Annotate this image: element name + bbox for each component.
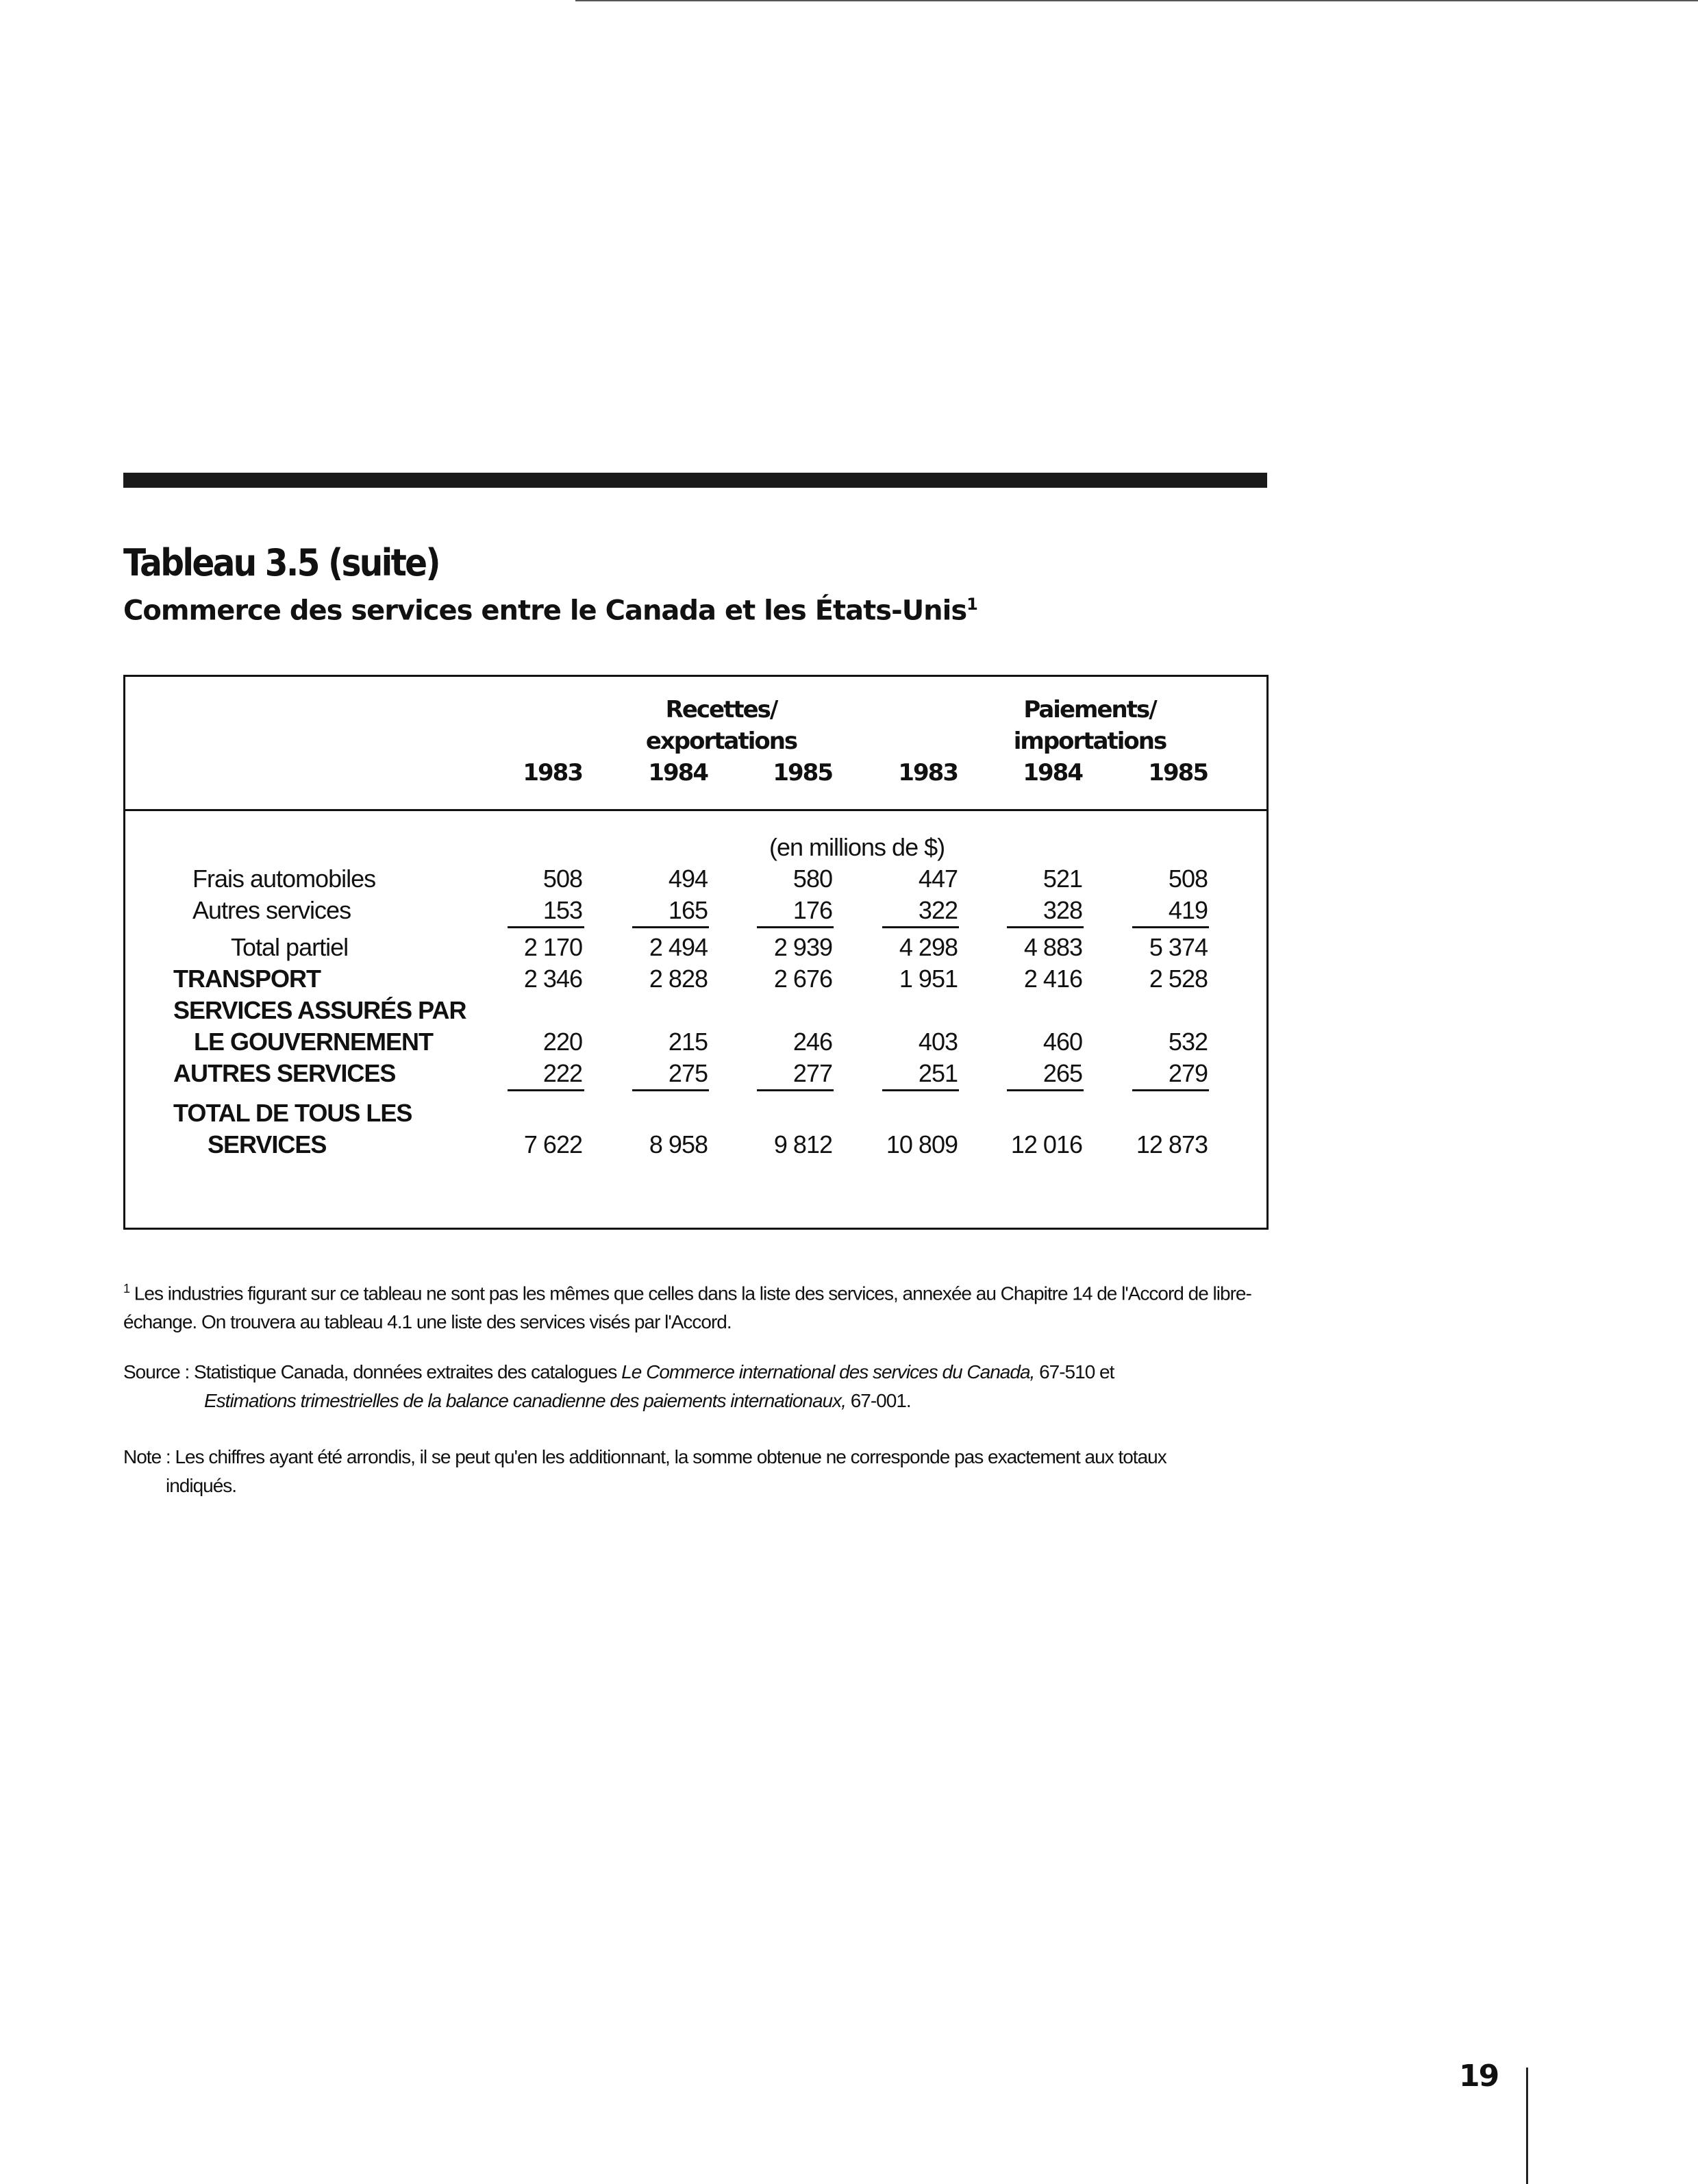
- footnote-marker: 1: [123, 1282, 130, 1295]
- table-title-text: Commerce des services entre le Canada et les États-Unis: [123, 595, 967, 627]
- table-cell: 2 528: [1149, 965, 1208, 993]
- row-label: TRANSPORT: [173, 965, 321, 993]
- total-underline: [632, 1089, 709, 1091]
- title-footnote-marker: 1: [966, 595, 977, 614]
- footnote-text: Les industries figurant sur ce tableau ne sont pas les mêmes que celles dans la liste des services, annexée au Chapitre 14 de l'Accord de libre-échange. On trouvera au tableau 4.1 une liste des services visés par l'Accord.: [123, 1282, 1251, 1333]
- table-cell: 494: [668, 865, 708, 893]
- table-cell: 9 812: [773, 1130, 832, 1158]
- year-header: 1983: [523, 759, 582, 786]
- table-cell: 222: [542, 1059, 582, 1087]
- table-cell: 265: [1042, 1059, 1082, 1087]
- table-cell: 246: [792, 1028, 832, 1056]
- row-label-line1: TOTAL DE TOUS LES: [173, 1099, 412, 1127]
- row-label-line2: LE GOUVERNEMENT: [194, 1028, 434, 1056]
- year-header: 1985: [773, 759, 832, 786]
- table-cell: 176: [792, 896, 832, 924]
- total-underline: [882, 1089, 959, 1091]
- table-cell: 2 494: [649, 933, 708, 961]
- source-catalog2: Estimations trimestrielles de la balance canadienne des paiements internationaux,: [204, 1390, 846, 1411]
- receipts-header-line1: Recettes/: [665, 696, 777, 723]
- table-cell: 153: [542, 896, 582, 924]
- top-page-rule: [575, 0, 1698, 1]
- payments-header-line1: Paiements/: [1023, 696, 1156, 723]
- section-header-bar: [123, 473, 1267, 488]
- table-cell: 165: [668, 896, 708, 924]
- year-header: 1983: [898, 759, 958, 786]
- table-cell: 215: [668, 1028, 708, 1056]
- margin-rule: [1526, 2068, 1528, 2184]
- source-catalog2-number: 67-001.: [850, 1390, 911, 1411]
- table-cell: 508: [542, 865, 582, 893]
- page-number: 19: [1459, 2059, 1499, 2094]
- total-underline: [508, 1089, 584, 1091]
- table-cell: 1 951: [899, 965, 958, 993]
- table-title: [123, 595, 977, 626]
- table-cell: 12 873: [1136, 1130, 1208, 1158]
- subtotal-underline: [757, 926, 834, 928]
- table-cell: 532: [1168, 1028, 1208, 1056]
- header-separator: [125, 809, 1266, 811]
- table-number: Tableau 3.5 (suite): [123, 541, 439, 584]
- table-cell: 10 809: [886, 1130, 958, 1158]
- rounding-note-line1: Note : Les chiffres ayant été arrondis, il se peut qu'en les additionnant, la somme obtenue ne corresponde pas exactement aux totaux: [123, 1446, 1166, 1467]
- table-cell: 2 170: [523, 933, 582, 961]
- total-underline: [757, 1089, 834, 1091]
- row-label-line1: SERVICES ASSURÉS PAR: [173, 996, 466, 1024]
- table-cell: 7 622: [523, 1130, 582, 1158]
- source-catalog1-number: 67-510 et: [1039, 1361, 1114, 1382]
- row-label: AUTRES SERVICES: [173, 1059, 396, 1087]
- total-underline: [1132, 1089, 1209, 1091]
- table-cell: 447: [918, 865, 958, 893]
- table-cell: 251: [918, 1059, 958, 1087]
- table-cell: 521: [1042, 865, 1082, 893]
- table-cell: 580: [792, 865, 832, 893]
- row-label: Total partiel: [231, 933, 349, 961]
- table-cell: 328: [1042, 896, 1082, 924]
- row-label-line2: SERVICES: [208, 1130, 327, 1158]
- data-table: [123, 675, 1269, 1230]
- rounding-note: [123, 1443, 1274, 1500]
- receipts-header-line2: exportations: [645, 728, 797, 755]
- source-prefix: Source : Statistique Canada, données extraites des catalogues: [123, 1361, 617, 1382]
- source-catalog1: Le Commerce international des services du Canada,: [621, 1361, 1035, 1382]
- payments-header-line2: importations: [1013, 728, 1166, 755]
- table-cell: 279: [1168, 1059, 1208, 1087]
- table-cell: 4 883: [1023, 933, 1082, 961]
- table-cell: 419: [1168, 896, 1208, 924]
- table-cell: 2 416: [1023, 965, 1082, 993]
- table-cell: 508: [1168, 865, 1208, 893]
- table-cell: 220: [542, 1028, 582, 1056]
- table-cell: 5 374: [1149, 933, 1208, 961]
- subtotal-underline: [1007, 926, 1084, 928]
- year-header: 1984: [1023, 759, 1082, 786]
- table-cell: 12 016: [1010, 1130, 1082, 1158]
- rounding-note-line2: indiqués.: [166, 1475, 237, 1496]
- subtotal-underline: [508, 926, 584, 928]
- table-cell: 2 828: [649, 965, 708, 993]
- unit-label: (en millions de $): [769, 833, 945, 861]
- subtotal-underline: [632, 926, 709, 928]
- table-cell: 8 958: [649, 1130, 708, 1158]
- year-header: 1984: [648, 759, 708, 786]
- table-cell: 277: [792, 1059, 832, 1087]
- table-cell: 2 346: [523, 965, 582, 993]
- row-label: Autres services: [192, 896, 351, 924]
- table-cell: 275: [668, 1059, 708, 1087]
- total-underline: [1007, 1089, 1084, 1091]
- table-cell: 2 676: [773, 965, 832, 993]
- year-header: 1985: [1148, 759, 1208, 786]
- source-note: [123, 1358, 1274, 1415]
- table-cell: 460: [1042, 1028, 1082, 1056]
- table-cell: 4 298: [899, 933, 958, 961]
- row-label: Frais automobiles: [192, 865, 376, 893]
- table-cell: 403: [918, 1028, 958, 1056]
- footnote: [123, 1274, 1274, 1337]
- table-cell: 322: [918, 896, 958, 924]
- subtotal-underline: [1132, 926, 1209, 928]
- table-cell: 2 939: [773, 933, 832, 961]
- subtotal-underline: [882, 926, 959, 928]
